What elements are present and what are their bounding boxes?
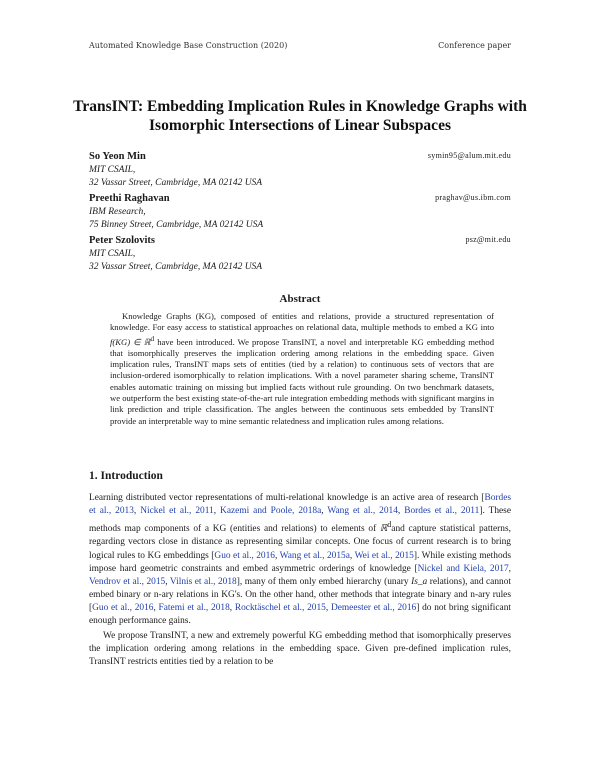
abstract-heading: Abstract [279,293,321,305]
text-run: , [321,506,328,517]
citation-link[interactable]: Vendrov et al., 2015 [89,576,166,587]
text-run: relations), and cannot embed binary or n-ary relations in KG's. On the other hand, other methods that integrate binary and n-ary rules [ [89,576,511,613]
text-run: ] do not bring significant enough performance gains. [89,602,512,626]
citation-link[interactable]: Demeester et al., 2016 [330,602,417,613]
text-run: and capture statistical patterns, regarding vectors close in distance as representing similar concepts. One focus of current research is to bring logical rules to KG embeddings [ [89,524,511,561]
running-header-venue: Automated Knowledge Base Construction (2020) [89,41,288,50]
introduction-body [89,492,511,669]
author-affiliation: MIT CSAIL, [89,249,136,259]
math-expression: ℝ [379,524,388,535]
citation-link[interactable]: Wang et al., 2014 [327,506,398,517]
citation-link[interactable]: Wei et al., 2015 [354,550,414,561]
author-name: Preethi Raghavan [89,193,170,204]
citation-link[interactable]: Bordes et al., 2011 [404,506,480,517]
author-email[interactable]: symin95@alum.mit.edu [427,151,511,160]
text-run: , [325,602,331,613]
author-block [89,150,511,190]
text-run: , [508,563,512,574]
citation-link[interactable]: Nickel et al., 2011 [140,506,214,517]
citation-link[interactable]: Guo et al., 2016 [214,550,275,561]
citation-link[interactable]: Vilnis et al., 2018 [169,576,237,587]
author-email[interactable]: psz@mit.edu [465,235,511,244]
math-expression: Is_a [411,576,428,587]
citation-link[interactable]: Kazemi and Poole, 2018a [220,506,322,517]
author-affiliation: IBM Research, [89,207,146,217]
math-superscript: d [387,520,392,530]
author-name: So Yeon Min [89,151,146,162]
paper-title: TransINT: Embedding Implication Rules in Knowledge Graphs with Isomorphic Intersections of Linear Subspaces [73,98,527,134]
text-run: ], many of them only embed hierarchy (unary [236,576,412,587]
running-header-type: Conference paper [438,41,511,50]
section-heading-introduction: 1. Introduction [89,470,163,482]
author-block [89,234,511,274]
citation-link[interactable]: Bordes et al., 2013 [89,493,511,517]
author-block [89,192,511,232]
text-run: , [349,550,355,561]
abstract-text-part: have been introduced. We propose TransINT, a novel and interpretable KG embedding method that isomorphically preserves the implication ordering among relations in the embedding space. Given implication rules, TransINT maps sets of entities (tied by a relation) to continuous sets of vectors that are inclusion-ordered isomorphically to relation implications. With a novel parameter sharing scheme, TransINT enables automatic training on missing but implied facts without rule grounding. On two benchmark datasets, we outperform the best existing state-of-the-art rule integration embedding methods with significant margins in link prediction and triple classification. The angles between the continuous sets embedded by TransINT provide an interpretable way to mine semantic relatedness and implication rules among relations. [110,336,494,426]
paragraph: We propose TransINT, a new and extremely powerful KG embedding method that isomorphically preserves the implication ordering among relations in the embedding space. Given pre-defined implication rules, TransINT restricts entities tied by a relation to be [89,631,511,668]
math-expression: f(KG) ∈ ℝ [110,336,151,347]
abstract-text-part: Knowledge Graphs (KG), composed of entities and relations, provide a structured representation of knowledge. For easy access to statistical approaches on relational data, multiple methods to embed a KG into [110,311,494,333]
text-run: , [229,602,235,613]
author-address: 32 Vassar Street, Cambridge, MA 02142 USA [89,178,263,188]
text-run: Learning distributed vector representations of multi-relational knowledge is an active area of research [ [89,493,485,503]
text-run: , [133,506,141,517]
text-run: , [397,506,405,517]
citation-link[interactable]: Nickel and Kiela, 2017 [417,563,509,574]
text-run: , [213,506,221,517]
text-run: , [275,550,280,561]
author-name: Peter Szolovits [89,235,155,246]
abstract-text [110,311,494,427]
text-run: , [153,602,159,613]
citation-link[interactable]: Rocktäschel et al., 2015 [234,602,326,613]
author-affiliation: MIT CSAIL, [89,165,136,175]
author-address: 75 Binney Street, Cambridge, MA 02142 USA [89,220,264,230]
math-superscript: d [150,334,155,343]
citation-link[interactable]: Guo et al., 2016 [92,602,154,613]
paragraph [89,492,511,628]
text-run: , [165,576,170,587]
author-address: 32 Vassar Street, Cambridge, MA 02142 USA [89,262,263,272]
author-email[interactable]: praghav@us.ibm.com [435,193,511,202]
citation-link[interactable]: Fatemi et al., 2018 [158,602,230,613]
text-run: ]. While existing methods impose hard geometric constraints and embed asymmetric orderings of knowledge [ [89,550,511,574]
text-run: ]. These methods map components of a KG (entities and relations) to elements of [89,506,511,535]
citation-link[interactable]: Wang et al., 2015a [279,550,350,561]
